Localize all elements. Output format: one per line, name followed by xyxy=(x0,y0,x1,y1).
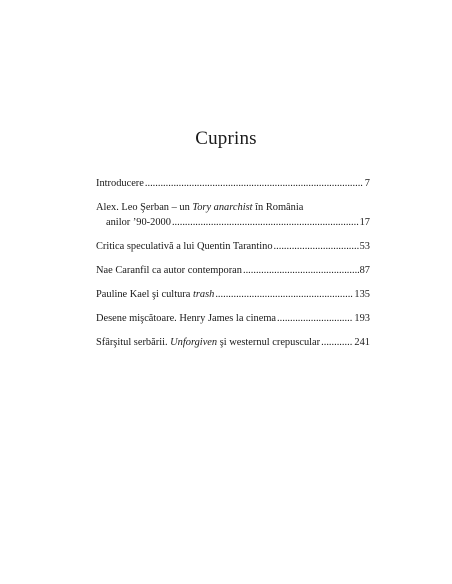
dot-leader xyxy=(277,311,353,326)
page-title: Cuprins xyxy=(195,128,257,149)
toc-title-part: şi westernul crepuscular xyxy=(217,337,321,348)
toc-line xyxy=(96,176,370,191)
toc-entry xyxy=(96,263,370,278)
toc-page-number: 241 xyxy=(354,337,370,348)
dot-leader xyxy=(145,176,364,191)
toc-entry xyxy=(96,311,370,326)
toc-line xyxy=(96,215,370,230)
toc-entry-title xyxy=(96,263,242,278)
toc-title-part: Nae Caranfil ca autor contemporan xyxy=(96,265,242,276)
toc-title-italic-part: Tory anarchist xyxy=(192,202,253,213)
toc-title-part: Desene mişcătoare. Henry James la cinema xyxy=(96,313,277,324)
toc-entry-continuation: anilor ’90-2000 xyxy=(106,217,171,228)
dot-leader xyxy=(243,263,359,278)
dot-leader xyxy=(274,239,359,254)
dot-leader xyxy=(321,335,353,350)
toc-page-number: 7 xyxy=(364,178,370,189)
toc-entry xyxy=(96,176,370,191)
toc-line xyxy=(96,239,370,254)
toc-title-part: în România xyxy=(252,202,304,213)
toc-entry-title xyxy=(96,200,303,215)
toc-entry-title xyxy=(96,287,214,302)
toc-line xyxy=(96,200,370,215)
toc-page-number: 87 xyxy=(359,265,370,276)
dot-leader xyxy=(172,215,359,230)
toc-entry-title xyxy=(96,311,276,326)
toc-page-number: 135 xyxy=(354,289,370,300)
toc-title-part: Introducere xyxy=(96,178,144,189)
toc-line xyxy=(96,311,370,326)
toc-entry xyxy=(96,239,370,254)
toc-page-number: 53 xyxy=(359,241,370,252)
toc-title-italic-part: Unforgiven xyxy=(170,337,218,348)
toc-line xyxy=(96,287,370,302)
toc-title-italic-part: trash xyxy=(192,289,215,300)
dot-leader xyxy=(215,287,353,302)
toc-title-part: Sfârşitul serbării. xyxy=(96,337,171,348)
toc-page-number: 193 xyxy=(354,313,370,324)
toc-entry-title xyxy=(96,176,144,191)
toc-entry-title xyxy=(96,239,273,254)
table-of-contents xyxy=(96,176,370,359)
toc-entry xyxy=(96,287,370,302)
toc-title-part: Alex. Leo Şerban – un xyxy=(96,202,193,213)
toc-entry xyxy=(96,200,370,230)
toc-page-number: 17 xyxy=(359,217,370,228)
toc-title-part: Critica speculativă a lui Quentin Tarantino xyxy=(96,241,273,252)
toc-entry-title xyxy=(96,335,320,350)
toc-title-part: Pauline Kael şi cultura xyxy=(96,289,193,300)
toc-entry xyxy=(96,335,370,350)
toc-line xyxy=(96,263,370,278)
toc-line xyxy=(96,335,370,350)
